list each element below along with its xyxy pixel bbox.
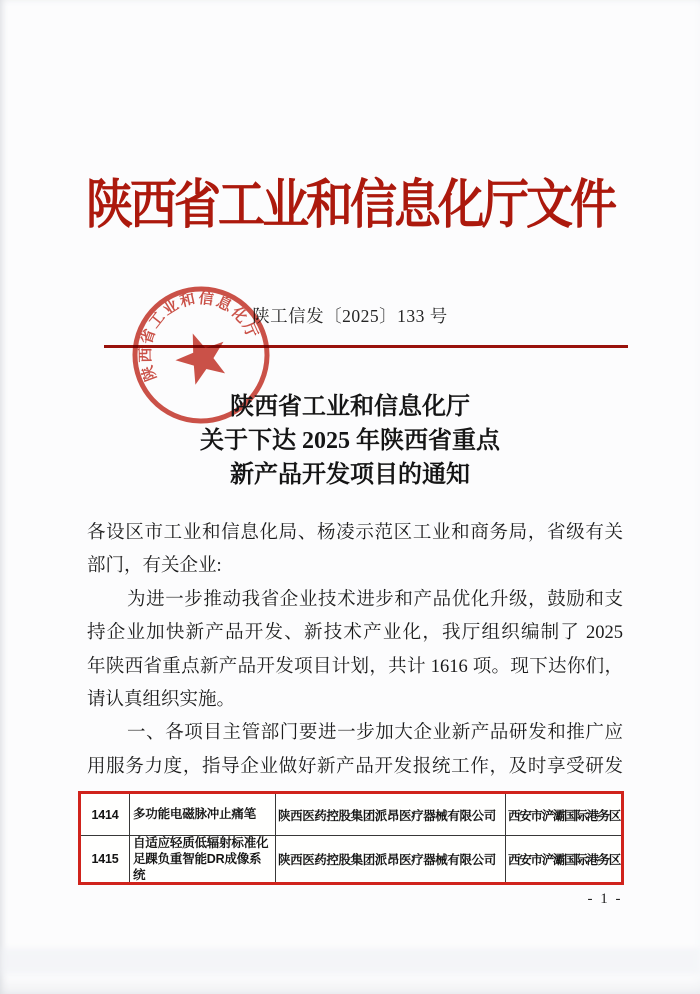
product-name-cell: 多功能电磁脉冲止痛笔 — [129, 794, 275, 835]
body-text — [87, 517, 623, 784]
company-cell: 陕西医药控股集团派昂医疗器械有限公司 — [275, 794, 505, 835]
page-number: - 1 - — [587, 891, 623, 907]
body-line: 年陕西省重点新产品开发项目计划，共计 1616 项。现下达你们， — [87, 656, 623, 677]
notice-title — [0, 390, 700, 492]
table-row — [81, 835, 621, 882]
body-line: 部门，有关企业: — [87, 556, 222, 577]
body-line: 一、各项目主管部门要进一步加大企业新产品研发和推广应 — [127, 723, 623, 744]
notice-title-line2: 关于下达 2025 年陕西省重点 — [200, 428, 500, 454]
highlighted-project-table — [78, 791, 624, 885]
company-cell: 陕西医药控股集团派昂医疗器械有限公司 — [275, 836, 505, 882]
masthead-title: 陕西省工业和信息化厅文件 — [86, 174, 614, 234]
star-icon — [169, 324, 234, 388]
notice-title-line1: 陕西省工业和信息化厅 — [230, 394, 470, 420]
seal-arc-text: 陕西省工业和信息化厅 — [137, 289, 262, 384]
body-line: 为进一步推动我省企业技术进步和产品优化升级，鼓励和支 — [127, 589, 623, 610]
body-line: 持企业加快新产品开发、新技术产业化，我厅组织编制了 2025 — [87, 623, 623, 644]
body-line: 各设区市工业和信息化局、杨凌示范区工业和商务局，省级有关 — [87, 523, 623, 543]
district-cell: 西安市浐灞国际港务区 — [505, 794, 621, 835]
project-id-cell: 1415 — [91, 852, 119, 866]
project-id-cell: 1414 — [91, 807, 119, 822]
table-row — [81, 794, 621, 835]
notice-title-line3: 新产品开发项目的通知 — [230, 462, 470, 488]
product-name-cell: 自适应轻质低辐射标准化足踝负重智能DR成像系统 — [129, 836, 275, 882]
body-line: 用服务力度，指导企业做好新产品开发报统工作，及时享受研发 — [87, 756, 623, 777]
doc-number: 陕工信发〔2025〕133 号 — [252, 306, 448, 326]
body-line: 请认真组织实施。 — [87, 689, 236, 710]
district-cell: 西安市浐灞国际港务区 — [505, 836, 621, 882]
photo-shadow-band — [0, 948, 700, 974]
